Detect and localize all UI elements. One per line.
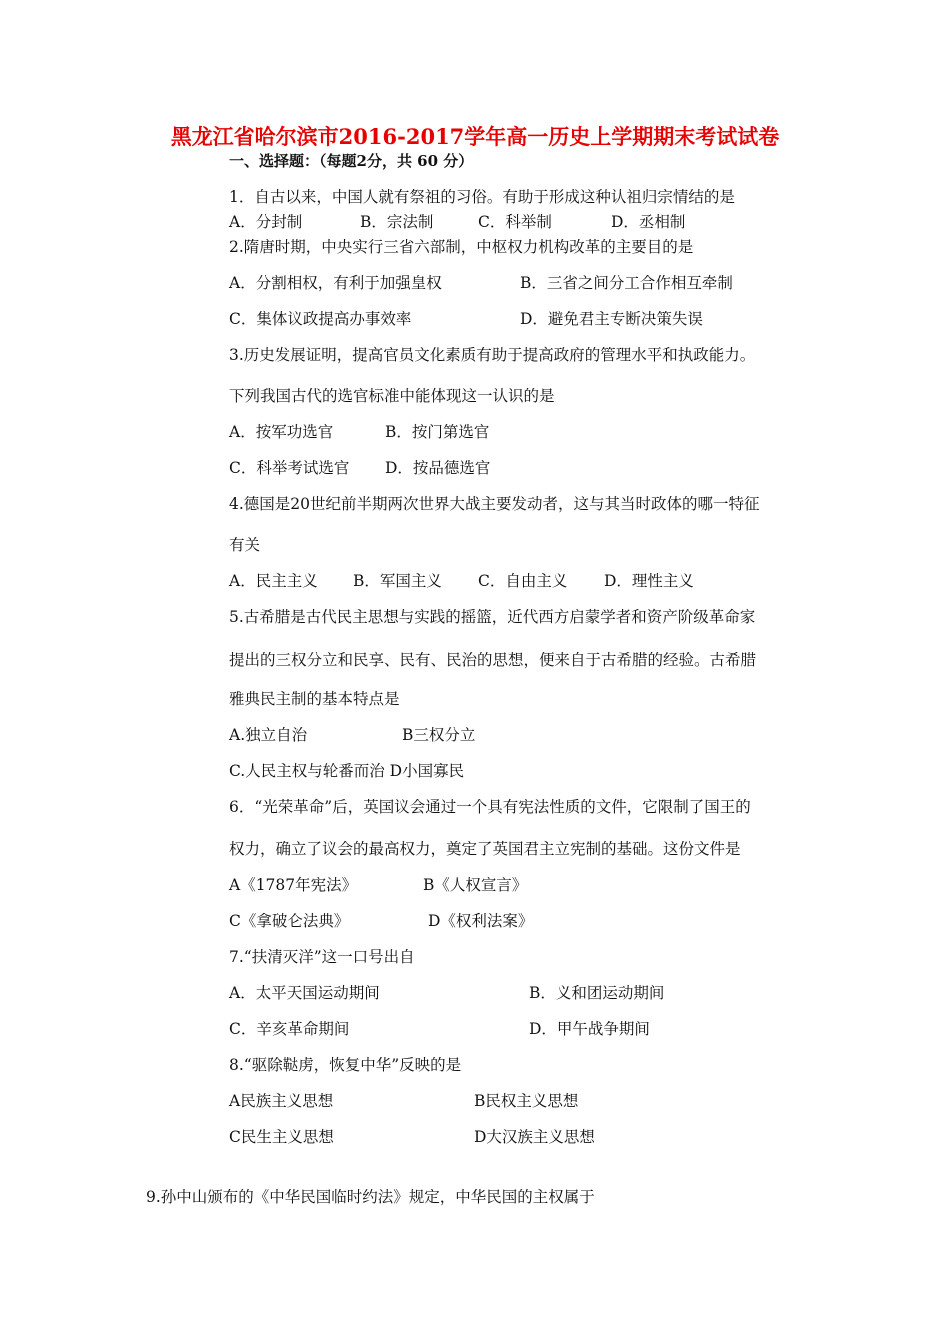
question-8-stem: 8.“驱除鞑虏，恢复中华”反映的是 <box>229 1056 462 1074</box>
question-9-stem: 9.孙中山颁布的《中华民国临时约法》规定，中华民国的主权属于 <box>146 1188 595 1206</box>
question-2-stem: 2.隋唐时期，中央实行三省六部制，中枢权力机构改革的主要目的是 <box>229 238 694 256</box>
question-6-stem-line-1: 6．“光荣革命”后，英国议会通过一个具有宪法性质的文件，它限制了国王的 <box>229 798 751 816</box>
question-5-stem-line-2: 提出的三权分立和民享、民有、民治的思想，便来自于古希腊的经验。古希腊 <box>229 651 757 669</box>
question-2-option-c: C．集体议政提高办事效率 <box>229 310 412 328</box>
question-5-option-b: B三权分立 <box>402 726 476 744</box>
question-3-option-b: B．按门第选官 <box>385 423 490 441</box>
question-6-option-b: B《人权宣言》 <box>423 876 528 894</box>
question-7-stem: 7.“扶清灭洋”这一口号出自 <box>229 948 415 966</box>
question-8-option-d: D大汉族主义思想 <box>474 1128 595 1146</box>
question-8-option-a: A民族主义思想 <box>229 1092 334 1110</box>
question-2-option-a: A．分割相权，有利于加强皇权 <box>229 274 442 292</box>
question-2-option-b: B．三省之间分工合作相互牵制 <box>520 274 733 292</box>
question-2-option-d: D．避免君主专断决策失误 <box>520 310 703 328</box>
question-1-option-b: B．宗法制 <box>360 213 434 231</box>
section-heading: 一、选择题：（每题2分，共 60 分） <box>229 152 474 170</box>
question-3-option-c: C．科举考试选官 <box>229 459 350 477</box>
question-1-stem: 1．自古以来，中国人就有祭祖的习俗。有助于形成这种认祖归宗情结的是 <box>229 188 735 206</box>
question-8-option-b: B民权主义思想 <box>474 1092 579 1110</box>
question-4-stem-line-2: 有关 <box>229 536 261 554</box>
question-5-option-a: A.独立自治 <box>229 726 308 744</box>
question-4-option-b: B．军国主义 <box>353 572 442 590</box>
question-6-option-d: D《权利法案》 <box>428 912 534 930</box>
question-6-option-c: C《拿破仑法典》 <box>229 912 350 930</box>
question-7-option-c: C．辛亥革命期间 <box>229 1020 350 1038</box>
question-3-stem-line-1: 3.历史发展证明，提高官员文化素质有助于提高政府的管理水平和执政能力。 <box>229 346 756 364</box>
question-7-option-b: B．义和团运动期间 <box>529 984 665 1002</box>
question-6-stem-line-2: 权力，确立了议会的最高权力，奠定了英国君主立宪制的基础。这份文件是 <box>229 840 741 858</box>
question-6-option-a: A《1787年宪法》 <box>229 876 358 894</box>
question-7-option-a: A．太平天国运动期间 <box>229 984 380 1002</box>
question-1-option-c: C．科举制 <box>478 213 552 231</box>
question-4-option-a: A．民主主义 <box>229 572 318 590</box>
question-1-option-a: A．分封制 <box>229 213 303 231</box>
question-3-option-d: D．按品德选官 <box>385 459 491 477</box>
question-3-stem-line-2: 下列我国古代的选官标准中能体现这一认识的是 <box>229 387 555 405</box>
question-7-option-d: D．甲午战争期间 <box>529 1020 650 1038</box>
question-5-stem-line-1: 5.古希腊是古代民主思想与实践的摇篮，近代西方启蒙学者和资产阶级革命家 <box>229 608 756 626</box>
question-8-option-c: C民生主义思想 <box>229 1128 334 1146</box>
question-5-option-cd: C.人民主权与轮番而治 D小国寡民 <box>229 762 465 780</box>
question-4-option-c: C．自由主义 <box>478 572 568 590</box>
document-title: 黑龙江省哈尔滨市2016-2017学年高一历史上学期期末考试试卷 <box>170 124 780 149</box>
question-4-option-d: D．理性主义 <box>604 572 694 590</box>
question-3-option-a: A．按军功选官 <box>229 423 334 441</box>
question-1-option-d: D．丞相制 <box>611 213 686 231</box>
question-5-stem-line-3: 雅典民主制的基本特点是 <box>229 690 400 708</box>
question-4-stem-line-1: 4.德国是20世纪前半期两次世界大战主要发动者，这与其当时政体的哪一特征 <box>229 495 760 513</box>
